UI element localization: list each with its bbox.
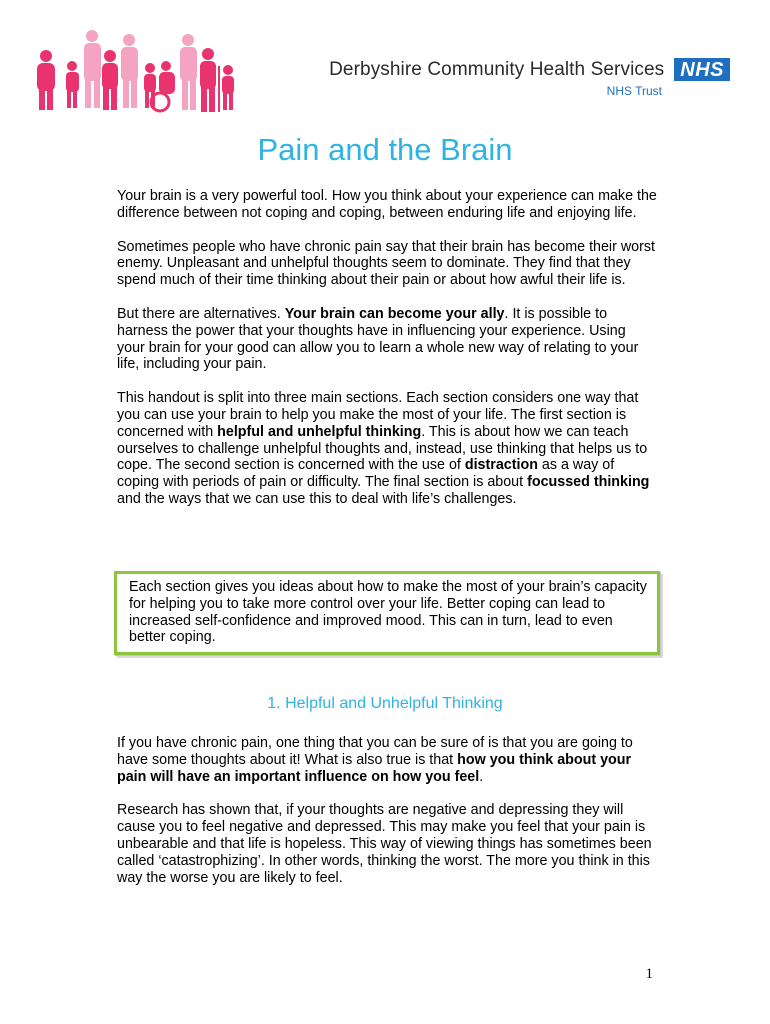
org-subtitle: NHS Trust (606, 84, 662, 98)
callout-text: Each section gives you ideas about how to make the most of your brain’s capacity for helping you to take more control over your life. Better coping can lead to increased self-confidence and improved mood. This can in turn, lead to even better coping. (129, 579, 647, 646)
section-heading: 1. Helpful and Unhelpful Thinking (267, 695, 503, 712)
section-1-body (117, 735, 657, 903)
text-run: . (479, 768, 484, 785)
paragraph (117, 306, 657, 373)
paragraph (117, 735, 657, 785)
text-run: . This is about how we can teach ourselves to challenge unhelpful thoughts and, instead, use thinking that helps us to cope. The second section is concerned with the use of (117, 423, 648, 474)
page-number: 1 (645, 966, 653, 982)
family-figures-logo (32, 26, 244, 118)
text-run: as a way of coping with periods of pain or difficulty. The final section is about (117, 457, 615, 491)
paragraph: Sometimes people who have chronic pain say that their brain has become their worst enemy. Unpleasant and unhelpful thoughts seem to dominate. They find that they spend much of their time thinking about their pain or about how awful their life is. (117, 238, 656, 289)
bold-text: focussed thinking (527, 474, 650, 491)
intro-section (117, 188, 657, 525)
text-run: . It is possible to harness the power that your thoughts have in influencing your experience. Using your brain for your good can allow you to learn a whole new way of relating to your life, including your pain. (117, 305, 639, 373)
text-run: But there are alternatives. (117, 305, 285, 322)
text-run: This handout is split into three main sections. Each section considers one way that you can use your brain to help you make the most of your life. The first section is concerned with (117, 390, 639, 440)
paragraph: Your brain is a very powerful tool. How you think about your experience can make the difference between not coping and coping, between enduring life and enjoying life. (117, 188, 657, 221)
callout-box (114, 571, 660, 655)
bold-text: Your brain can become your ally (284, 305, 505, 322)
org-header (329, 58, 730, 98)
bold-text: helpful and unhelpful thinking (217, 423, 422, 440)
paragraph: Research has shown that, if your thoughts are negative and depressing they will cause you to feel negative and depressed. This may make you feel that your pain is unbearable and that life is hopeless. This way of viewing things has sometimes been called ‘catastrophizing’. In other words, thinking the worst. The more you think in this way the worse you are likely to feel. (117, 802, 652, 886)
text-run: If you have chronic pain, one thing that you can be sure of is that you are going to have some thoughts about it! What is also true is that (117, 735, 633, 768)
org-name: Derbyshire Community Health Services (329, 58, 665, 80)
text-run: and the ways that we can use this to deal with life’s challenges. (117, 490, 517, 507)
nhs-logo: NHS (674, 58, 730, 81)
bold-text: distraction (464, 457, 538, 474)
paragraph (117, 390, 657, 508)
bold-text: how you think about your pain will have an important influence on how you feel (117, 751, 632, 785)
page-title: Pain and the Brain (257, 132, 513, 167)
